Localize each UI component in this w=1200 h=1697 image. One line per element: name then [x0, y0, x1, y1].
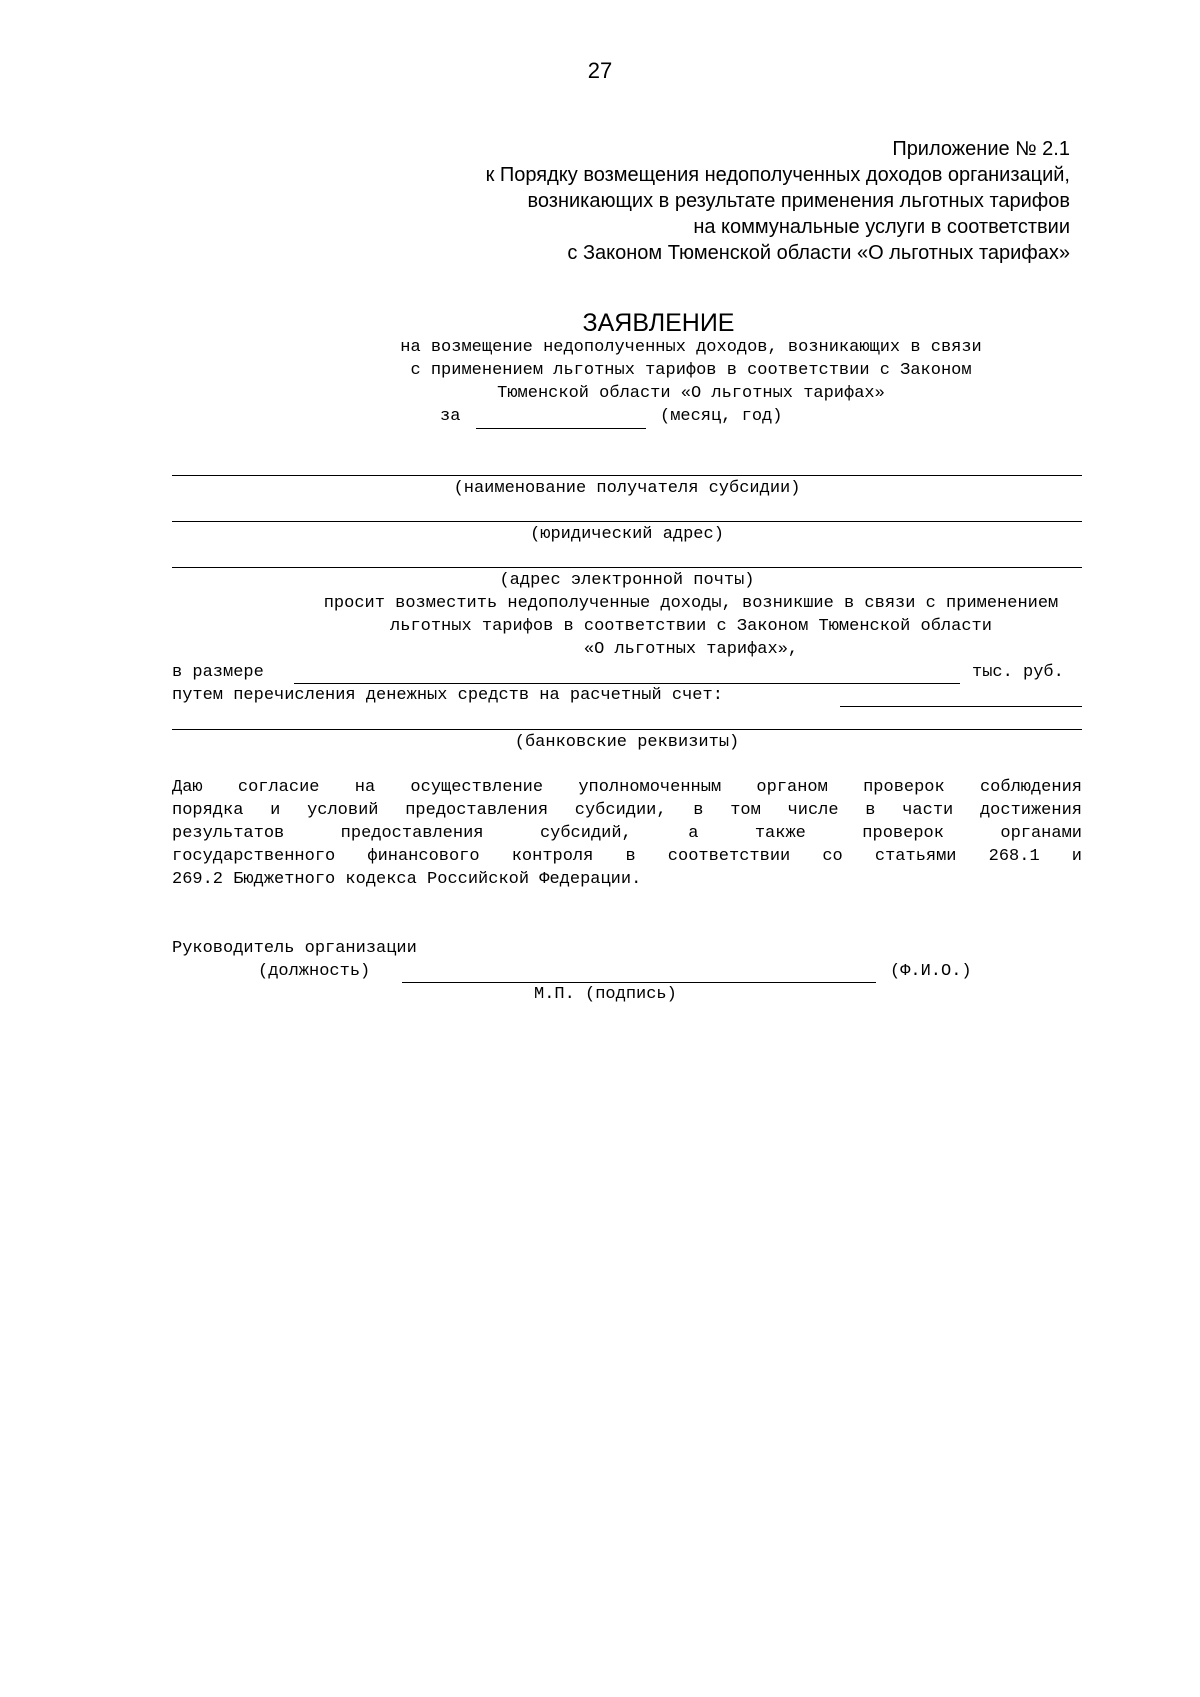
annex-line: на коммунальные услуги в соответствии — [693, 216, 1070, 238]
account-blank-line[interactable] — [840, 706, 1082, 707]
legal-address-line[interactable] — [172, 521, 1082, 522]
period-suffix: (месяц, год) — [660, 407, 783, 426]
annex-line: с Законом Тюменской области «О льготных тарифах» — [567, 242, 1070, 264]
subtitle-line: на возмещение недополученных доходов, возникающих в связи — [400, 338, 982, 357]
consent-line: результатов предоставления субсидий, а также проверок органами — [172, 824, 1082, 843]
period-prefix: за — [440, 407, 461, 426]
subtitle-line: с применением льготных тарифов в соответствии с Законом — [410, 361, 972, 380]
request-line: просит возместить недополученные доходы, возникшие в связи с применением — [323, 594, 1059, 613]
email-caption: (адрес электронной почты) — [499, 571, 755, 590]
email-line[interactable] — [172, 567, 1082, 568]
signature-blank-line[interactable] — [402, 982, 876, 983]
request-line: «О льготных тарифах», — [583, 640, 799, 659]
consent-last-line: 269.2 Бюджетного кодекса Российской Федерации. — [172, 870, 642, 889]
amount-blank-line[interactable] — [294, 683, 960, 684]
amount-suffix: тыс. руб. — [972, 663, 1064, 682]
period-blank-line[interactable] — [476, 428, 646, 429]
full-name-caption: (Ф.И.О.) — [890, 962, 972, 981]
consent-line: государственного финансового контроля в соответствии со статьями 268.1 и — [172, 847, 1082, 866]
subtitle-line: Тюменской области «О льготных тарифах» — [497, 384, 885, 403]
recipient-name-line[interactable] — [172, 475, 1082, 476]
page-number: 27 — [587, 58, 613, 83]
head-of-organization-label: Руководитель организации — [172, 939, 417, 958]
annex-line: к Порядку возмещения недополученных доходов организаций, — [485, 164, 1070, 186]
consent-line: порядка и условий предоставления субсидии, в том числе в части достижения — [172, 801, 1082, 820]
recipient-name-caption: (наименование получателя субсидии) — [453, 479, 801, 498]
annex-line: возникающих в результате применения льготных тарифов — [527, 190, 1070, 212]
document-title: ЗАЯВЛЕНИЕ — [582, 309, 735, 337]
transfer-text: путем перечисления денежных средств на расчетный счет: — [172, 686, 723, 705]
annex-line: Приложение № 2.1 — [892, 138, 1070, 160]
legal-address-caption: (юридический адрес) — [530, 525, 724, 544]
consent-line: Даю согласие на осуществление уполномоченным органом проверок соблюдения — [172, 778, 1082, 797]
position-caption: (должность) — [258, 962, 371, 981]
request-line: льготных тарифов в соответствии с Законом Тюменской области — [390, 617, 992, 636]
stamp-signature-caption: М.П. (подпись) — [534, 985, 677, 1004]
bank-details-line[interactable] — [172, 729, 1082, 730]
bank-details-caption: (банковские реквизиты) — [514, 733, 740, 752]
amount-prefix: в размере — [172, 663, 264, 682]
annex-heading — [486, 136, 1070, 266]
